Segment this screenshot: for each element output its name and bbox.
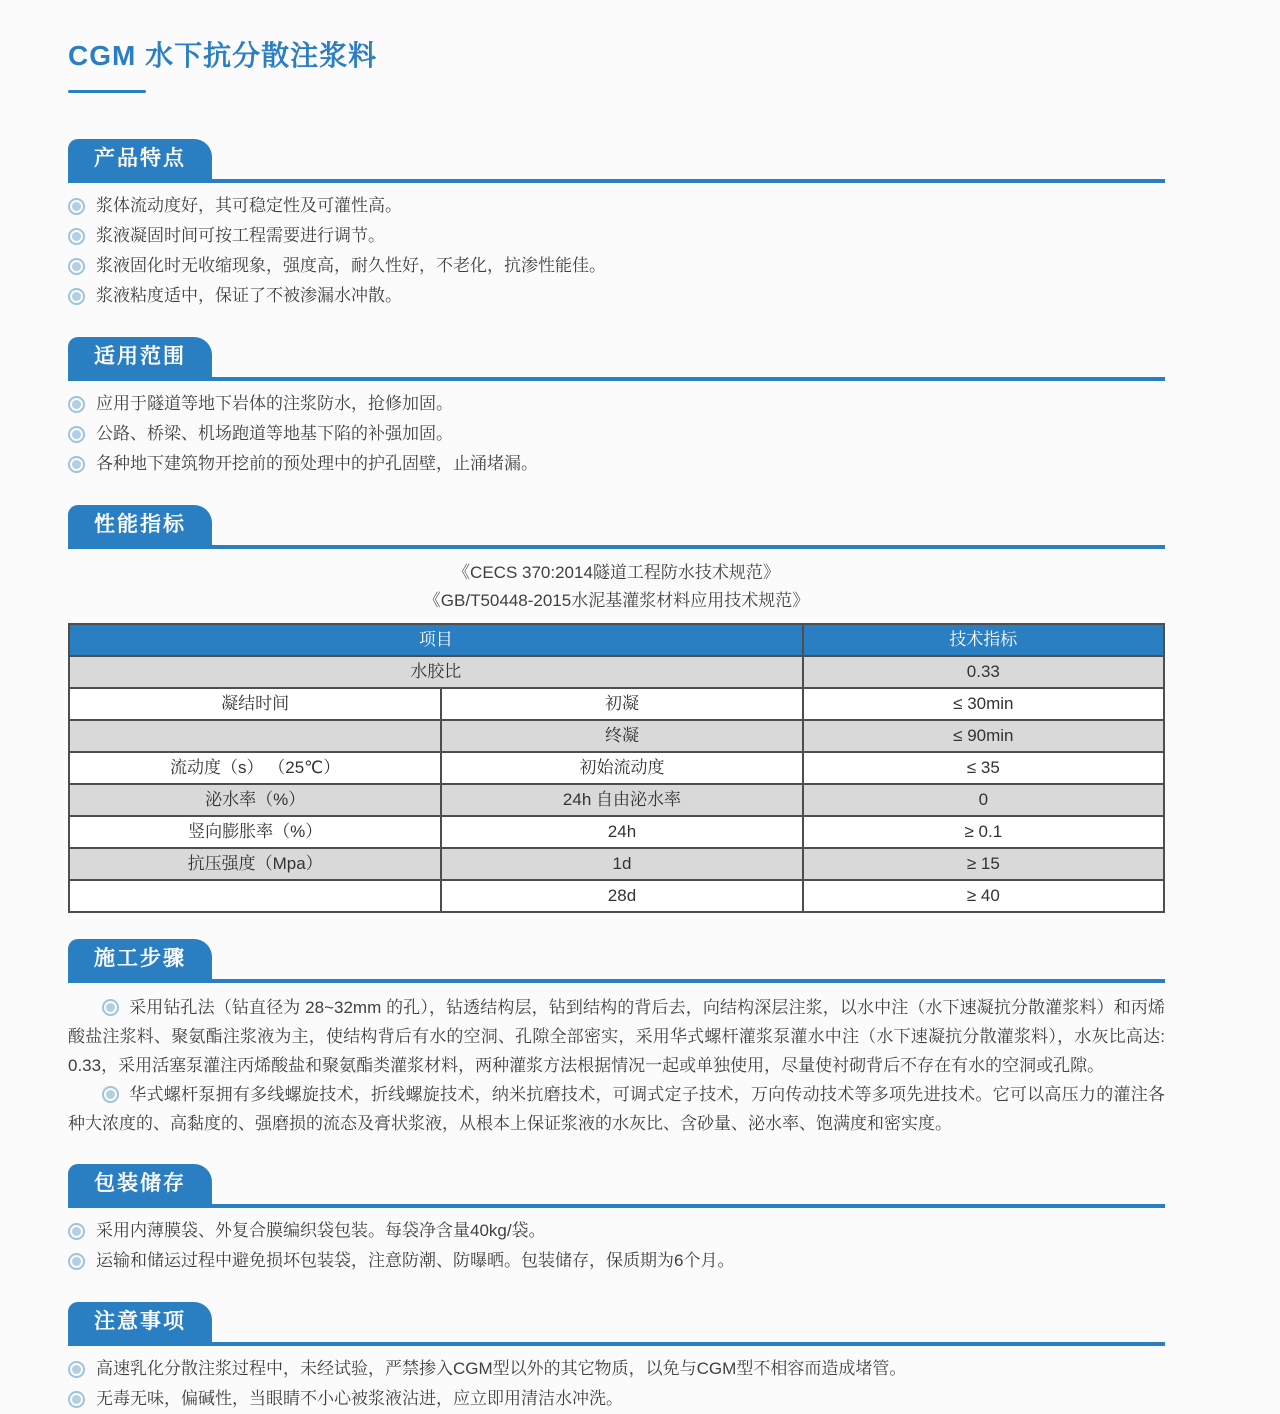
section-heading-rule — [68, 337, 1165, 381]
section-heading-rule — [68, 1302, 1165, 1346]
ring-bullet-icon — [102, 999, 119, 1016]
list-item — [68, 221, 1165, 251]
section-heading-rule — [68, 139, 1165, 183]
ring-bullet-icon — [68, 198, 85, 215]
table-cell: 初始流动度 — [441, 752, 802, 784]
page-title: CGM 水下抗分散注浆料 — [68, 40, 378, 71]
section-performance — [68, 505, 1165, 913]
section-heading-features: 产品特点 — [68, 139, 212, 179]
list-item-text: 无毒无味，偏碱性，当眼睛不小心被浆液沾进，应立即用清洁水冲洗。 — [96, 1389, 623, 1408]
section-heading-rule — [68, 939, 1165, 983]
list-item — [68, 449, 1165, 479]
section-heading-performance: 性能指标 — [68, 505, 212, 545]
scope-list — [68, 389, 1165, 479]
table-cell: 24h 自由泌水率 — [441, 784, 802, 816]
ring-bullet-icon — [68, 426, 85, 443]
table-cell: 终凝 — [441, 720, 802, 752]
ring-bullet-icon — [68, 228, 85, 245]
table-cell: 竖向膨胀率（%） — [69, 816, 441, 848]
features-list — [68, 191, 1165, 311]
table-row — [69, 784, 1164, 816]
list-item — [68, 389, 1165, 419]
list-item-text: 采用内薄膜袋、外复合膜编织袋包装。每袋净含量40kg/袋。 — [96, 1221, 546, 1240]
notes-list — [68, 1354, 1165, 1414]
list-item — [68, 281, 1165, 311]
standard-reference: 《GB/T50448-2015水泥基灌浆材料应用技术规范》 — [423, 591, 810, 610]
section-heading-rule — [68, 1164, 1165, 1208]
construction-paragraphs — [68, 993, 1165, 1138]
table-cell: 水胶比 — [69, 656, 803, 688]
ring-bullet-icon — [68, 1361, 85, 1378]
table-cell: ≤ 35 — [803, 752, 1164, 784]
table-header-row — [69, 624, 1164, 656]
section-heading-packaging: 包装储存 — [68, 1164, 212, 1204]
table-cell: ≥ 40 — [803, 880, 1164, 912]
table-cell: 0 — [803, 784, 1164, 816]
table-cell: 凝结时间 — [69, 688, 441, 720]
ring-bullet-icon — [68, 1223, 85, 1240]
section-heading-construction: 施工步骤 — [68, 939, 212, 979]
table-cell: ≤ 90min — [803, 720, 1164, 752]
list-item-text: 浆液凝固时间可按工程需要进行调节。 — [96, 226, 385, 245]
list-item-text: 运输和储运过程中避免损坏包装袋，注意防潮、防曝晒。包装储存，保质期为6个月。 — [96, 1251, 735, 1270]
ring-bullet-icon — [68, 456, 85, 473]
section-scope — [68, 337, 1165, 479]
table-cell: 初凝 — [441, 688, 802, 720]
ring-bullet-icon — [68, 1253, 85, 1270]
section-heading-notes: 注意事项 — [68, 1302, 212, 1342]
list-item-text: 浆体流动度好，其可稳定性及可灌性高。 — [96, 196, 402, 215]
ring-bullet-icon — [68, 1391, 85, 1408]
list-item-text: 各种地下建筑物开挖前的预处理中的护孔固壁，止涌堵漏。 — [96, 454, 538, 473]
table-row — [69, 880, 1164, 912]
paragraph-text: 采用钻孔法（钻直径为 28~32mm 的孔），钻透结构层，钻到结构的背后去，向结构深层注浆，以水中注（水下速凝抗分散灌浆料）和丙烯酸盐注浆料、聚氨酯注浆液为主，使结构背后有水的空洞、孔隙全部密实，采用华式螺杆灌浆泵灌水中注（水下速凝抗分散灌浆料），水灰比高达: 0.33，采用活塞泵灌注丙烯酸盐和聚氨酯类灌浆材料，两种灌浆方法根据情况一起或单独使用，尽量使衬砌背后不存在有水的空洞或孔隙。 — [68, 998, 1165, 1075]
section-packaging — [68, 1164, 1165, 1276]
paragraph — [68, 993, 1165, 1080]
table-row — [69, 816, 1164, 848]
section-heading-rule — [68, 505, 1165, 549]
ring-bullet-icon — [68, 258, 85, 275]
table-cell — [69, 720, 441, 752]
ring-bullet-icon — [68, 288, 85, 305]
table-cell: ≤ 30min — [803, 688, 1164, 720]
packaging-list — [68, 1216, 1165, 1276]
table-row — [69, 656, 1164, 688]
list-item — [68, 1246, 1165, 1276]
section-heading-scope: 适用范围 — [68, 337, 212, 377]
list-item-text: 高速乳化分散注浆过程中，未经试验，严禁掺入CGM型以外的其它物质，以免与CGM型不相容而造成堵管。 — [96, 1359, 907, 1378]
table-cell: 1d — [441, 848, 802, 880]
list-item-text: 应用于隧道等地下岩体的注浆防水，抢修加固。 — [96, 394, 453, 413]
list-item — [68, 251, 1165, 281]
table-row — [69, 688, 1164, 720]
section-features — [68, 139, 1165, 311]
list-item — [68, 1384, 1165, 1414]
table-cell: ≥ 15 — [803, 848, 1164, 880]
performance-table — [68, 623, 1165, 913]
table-cell — [69, 880, 441, 912]
title-underline — [68, 90, 146, 93]
list-item-text: 公路、桥梁、机场跑道等地基下陷的补强加固。 — [96, 424, 453, 443]
table-row — [69, 752, 1164, 784]
table-cell: 泌水率（%） — [69, 784, 441, 816]
col-header-project: 项目 — [69, 624, 803, 656]
list-item — [68, 191, 1165, 221]
ring-bullet-icon — [68, 396, 85, 413]
section-notes — [68, 1302, 1165, 1414]
table-row — [69, 720, 1164, 752]
list-item — [68, 1354, 1165, 1384]
list-item-text: 浆液固化时无收缩现象，强度高，耐久性好，不老化，抗渗性能佳。 — [96, 256, 606, 275]
section-construction — [68, 939, 1165, 1138]
table-cell: ≥ 0.1 — [803, 816, 1164, 848]
table-cell: 24h — [441, 816, 802, 848]
list-item — [68, 1216, 1165, 1246]
table-cell: 28d — [441, 880, 802, 912]
list-item — [68, 419, 1165, 449]
standard-reference: 《CECS 370:2014隧道工程防水技术规范》 — [453, 563, 780, 582]
table-cell: 抗压强度（Mpa） — [69, 848, 441, 880]
ring-bullet-icon — [102, 1086, 119, 1103]
table-row — [69, 848, 1164, 880]
paragraph-text: 华式螺杆泵拥有多线螺旋技术，折线螺旋技术，纳米抗磨技术，可调式定子技术，万向传动技术等多项先进技术。它可以高压力的灌注各种大浓度的、高黏度的、强磨损的流态及膏状浆液，从根本上保证浆液的水灰比、含砂量、泌水率、饱满度和密实度。 — [68, 1085, 1165, 1133]
col-header-index: 技术指标 — [803, 624, 1164, 656]
standards-references — [68, 559, 1165, 615]
table-cell: 0.33 — [803, 656, 1164, 688]
list-item-text: 浆液粘度适中，保证了不被渗漏水冲散。 — [96, 286, 402, 305]
table-cell: 流动度（s） （25℃） — [69, 752, 441, 784]
paragraph — [68, 1080, 1165, 1138]
